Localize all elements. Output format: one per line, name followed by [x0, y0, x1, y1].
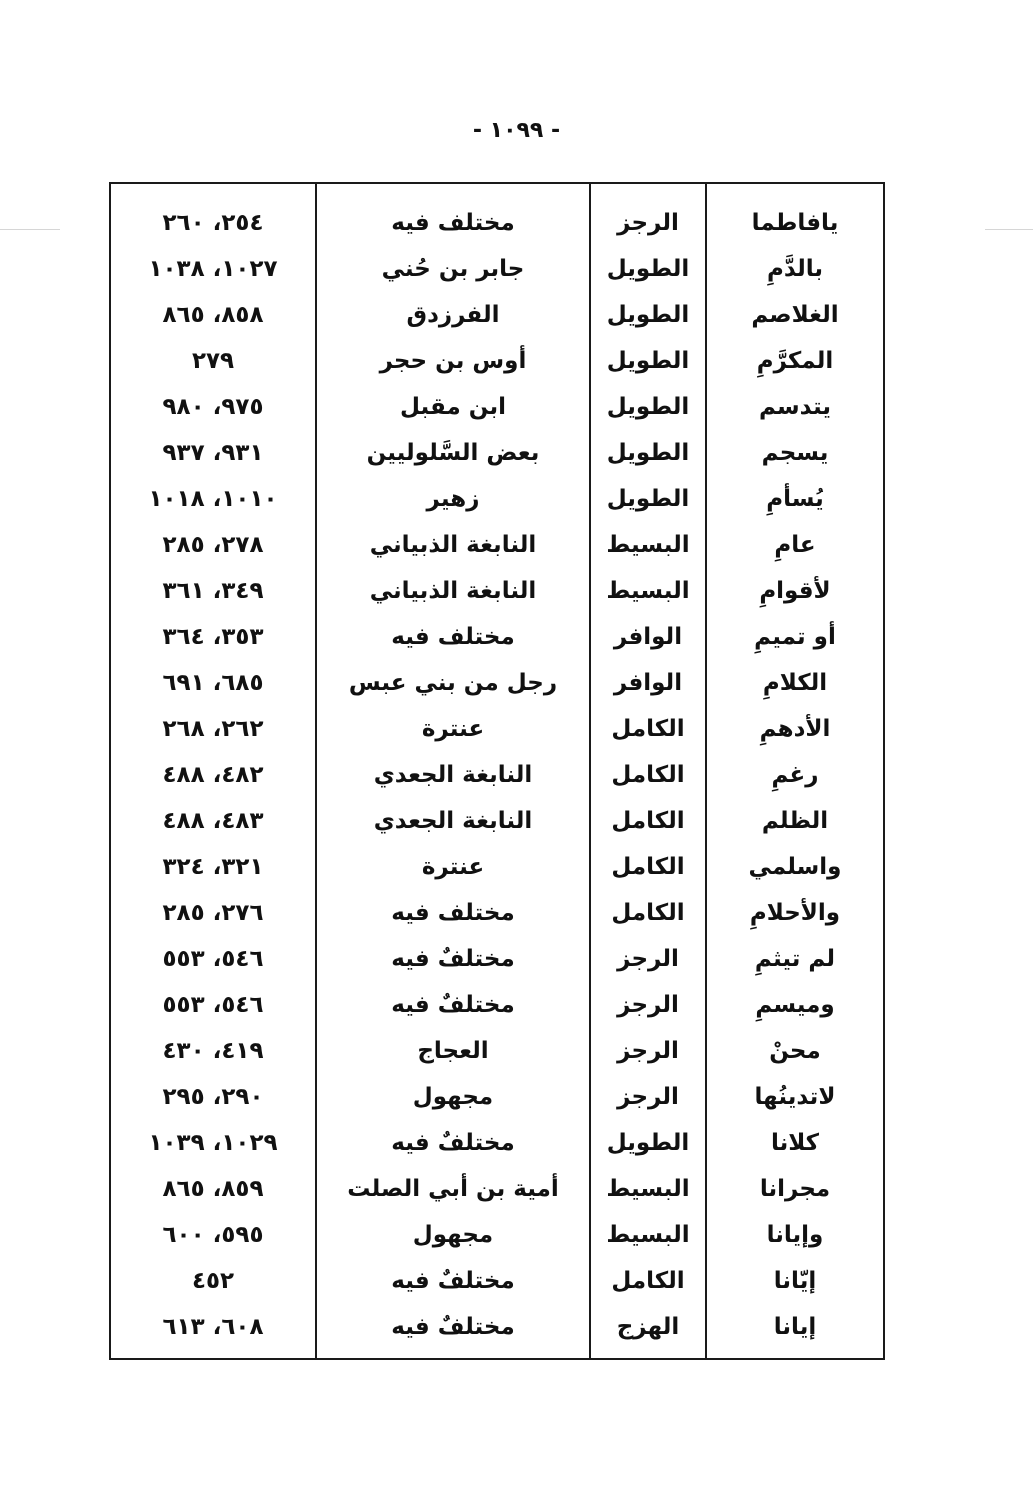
rhyme-cell: يُسأمِ — [706, 476, 884, 522]
table-row — [110, 1304, 884, 1359]
table-row — [110, 1028, 884, 1074]
verse-index-body — [110, 183, 884, 1359]
poet-cell: مختلف فيه — [316, 614, 590, 660]
table-row — [110, 660, 884, 706]
poet-cell: مختلف فيه — [316, 890, 590, 936]
meter-cell: الطويل — [590, 430, 706, 476]
verse-index-table — [109, 182, 885, 1360]
rhyme-cell: بالدَّمِ — [706, 246, 884, 292]
poet-cell: رجل من بني عبس — [316, 660, 590, 706]
meter-cell: الكامل — [590, 1258, 706, 1304]
meter-cell: الكامل — [590, 844, 706, 890]
meter-cell: الطويل — [590, 384, 706, 430]
table-row — [110, 1212, 884, 1258]
meter-cell: الوافر — [590, 614, 706, 660]
rhyme-cell: عامِ — [706, 522, 884, 568]
rhyme-cell: لم تيثمِ — [706, 936, 884, 982]
poet-cell: الفرزدق — [316, 292, 590, 338]
poet-cell: مختلفٌ فيه — [316, 1120, 590, 1166]
pages-cell: ٥٤٦، ٥٥٣ — [110, 936, 316, 982]
rhyme-cell: لاتدينُها — [706, 1074, 884, 1120]
meter-cell: الكامل — [590, 890, 706, 936]
meter-cell: البسيط — [590, 522, 706, 568]
table-row — [110, 338, 884, 384]
meter-cell: الطويل — [590, 1120, 706, 1166]
poet-cell: مجهول — [316, 1074, 590, 1120]
pages-cell: ٢٧٨، ٢٨٥ — [110, 522, 316, 568]
rhyme-cell: إيانا — [706, 1304, 884, 1359]
table-row — [110, 1074, 884, 1120]
poet-cell: زهير — [316, 476, 590, 522]
table-row — [110, 1120, 884, 1166]
table-row — [110, 568, 884, 614]
table-row — [110, 430, 884, 476]
meter-cell: الكامل — [590, 752, 706, 798]
table-row — [110, 183, 884, 246]
rhyme-cell: والأحلامِ — [706, 890, 884, 936]
table-row — [110, 706, 884, 752]
rhyme-cell: الكلامِ — [706, 660, 884, 706]
pages-cell: ١٠١٠، ١٠١٨ — [110, 476, 316, 522]
meter-cell: الكامل — [590, 798, 706, 844]
meter-cell: الهزج — [590, 1304, 706, 1359]
rhyme-cell: يتدسم — [706, 384, 884, 430]
table-row — [110, 384, 884, 430]
pages-cell: ١٠٢٧، ١٠٣٨ — [110, 246, 316, 292]
rhyme-cell: يسجم — [706, 430, 884, 476]
table-row — [110, 936, 884, 982]
pages-cell: ٤١٩، ٤٣٠ — [110, 1028, 316, 1074]
meter-cell: الرجز — [590, 183, 706, 246]
rhyme-cell: الظلم — [706, 798, 884, 844]
meter-cell: الرجز — [590, 982, 706, 1028]
rhyme-cell: مجرانا — [706, 1166, 884, 1212]
rhyme-cell: لأقوامِ — [706, 568, 884, 614]
pages-cell: ٣٥٣، ٣٦٤ — [110, 614, 316, 660]
poet-cell: ابن مقبل — [316, 384, 590, 430]
pages-cell: ٣٤٩، ٣٦١ — [110, 568, 316, 614]
pages-cell: ٦٠٨، ٦١٣ — [110, 1304, 316, 1359]
pages-cell: ٥٩٥، ٦٠٠ — [110, 1212, 316, 1258]
rhyme-cell: واسلمي — [706, 844, 884, 890]
meter-cell: الطويل — [590, 476, 706, 522]
poet-cell: بعض السَّلوليين — [316, 430, 590, 476]
pages-cell: ٨٥٩، ٨٦٥ — [110, 1166, 316, 1212]
poet-cell: جابر بن حُني — [316, 246, 590, 292]
pages-cell: ٢٧٦، ٢٨٥ — [110, 890, 316, 936]
table-row — [110, 982, 884, 1028]
poet-cell: عنترة — [316, 706, 590, 752]
poet-cell: مجهول — [316, 1212, 590, 1258]
pages-cell: ٢٩٠، ٢٩٥ — [110, 1074, 316, 1120]
pages-cell: ٩٣١، ٩٣٧ — [110, 430, 316, 476]
pages-cell: ٤٨٣، ٤٨٨ — [110, 798, 316, 844]
meter-cell: الطويل — [590, 338, 706, 384]
meter-cell: البسيط — [590, 1166, 706, 1212]
meter-cell: الرجز — [590, 936, 706, 982]
rhyme-cell: إيّانا — [706, 1258, 884, 1304]
rhyme-cell: يافاطما — [706, 183, 884, 246]
poet-cell: مختلفٌ فيه — [316, 1304, 590, 1359]
poet-cell: مختلف فيه — [316, 183, 590, 246]
poet-cell: مختلفٌ فيه — [316, 982, 590, 1028]
rhyme-cell: أو تميمِ — [706, 614, 884, 660]
table-row — [110, 798, 884, 844]
pages-cell: ٩٧٥، ٩٨٠ — [110, 384, 316, 430]
meter-cell: الطويل — [590, 292, 706, 338]
meter-cell: الرجز — [590, 1074, 706, 1120]
pages-cell: ٨٥٨، ٨٦٥ — [110, 292, 316, 338]
pages-cell: ٦٨٥، ٦٩١ — [110, 660, 316, 706]
table-row — [110, 1258, 884, 1304]
rhyme-cell: محنْ — [706, 1028, 884, 1074]
margin-rule-left — [0, 229, 60, 230]
rhyme-cell: الأدهمِ — [706, 706, 884, 752]
page-number: - ١٠٩٩ - — [472, 118, 561, 143]
table-row — [110, 890, 884, 936]
rhyme-cell: الغلاصم — [706, 292, 884, 338]
table-row — [110, 476, 884, 522]
pages-cell: ٥٤٦، ٥٥٣ — [110, 982, 316, 1028]
margin-rule-right — [985, 229, 1033, 230]
poet-cell: النابغة الجعدي — [316, 752, 590, 798]
poet-cell: مختلفٌ فيه — [316, 1258, 590, 1304]
pages-cell: ٤٨٢، ٤٨٨ — [110, 752, 316, 798]
poet-cell: النابغة الذبياني — [316, 522, 590, 568]
pages-cell: ٢٥٤، ٢٦٠ — [110, 183, 316, 246]
rhyme-cell: المكرَّمِ — [706, 338, 884, 384]
table-row — [110, 246, 884, 292]
table-row — [110, 522, 884, 568]
rhyme-cell: رغمِ — [706, 752, 884, 798]
table-row — [110, 1166, 884, 1212]
poet-cell: العجاج — [316, 1028, 590, 1074]
pages-cell: ٤٥٢ — [110, 1258, 316, 1304]
rhyme-cell: وإيانا — [706, 1212, 884, 1258]
poet-cell: أمية بن أبي الصلت — [316, 1166, 590, 1212]
rhyme-cell: وميسمِ — [706, 982, 884, 1028]
pages-cell: ٢٦٢، ٢٦٨ — [110, 706, 316, 752]
poet-cell: النابغة الجعدي — [316, 798, 590, 844]
poet-cell: مختلفٌ فيه — [316, 936, 590, 982]
table-row — [110, 752, 884, 798]
meter-cell: الوافر — [590, 660, 706, 706]
pages-cell: ٢٧٩ — [110, 338, 316, 384]
table-row — [110, 844, 884, 890]
table-row — [110, 614, 884, 660]
meter-cell: البسيط — [590, 568, 706, 614]
meter-cell: البسيط — [590, 1212, 706, 1258]
poet-cell: أوس بن حجر — [316, 338, 590, 384]
meter-cell: الطويل — [590, 246, 706, 292]
table-row — [110, 292, 884, 338]
poet-cell: النابغة الذبياني — [316, 568, 590, 614]
poet-cell: عنترة — [316, 844, 590, 890]
meter-cell: الرجز — [590, 1028, 706, 1074]
pages-cell: ٣٢١، ٣٢٤ — [110, 844, 316, 890]
meter-cell: الكامل — [590, 706, 706, 752]
pages-cell: ١٠٢٩، ١٠٣٩ — [110, 1120, 316, 1166]
rhyme-cell: كلانا — [706, 1120, 884, 1166]
